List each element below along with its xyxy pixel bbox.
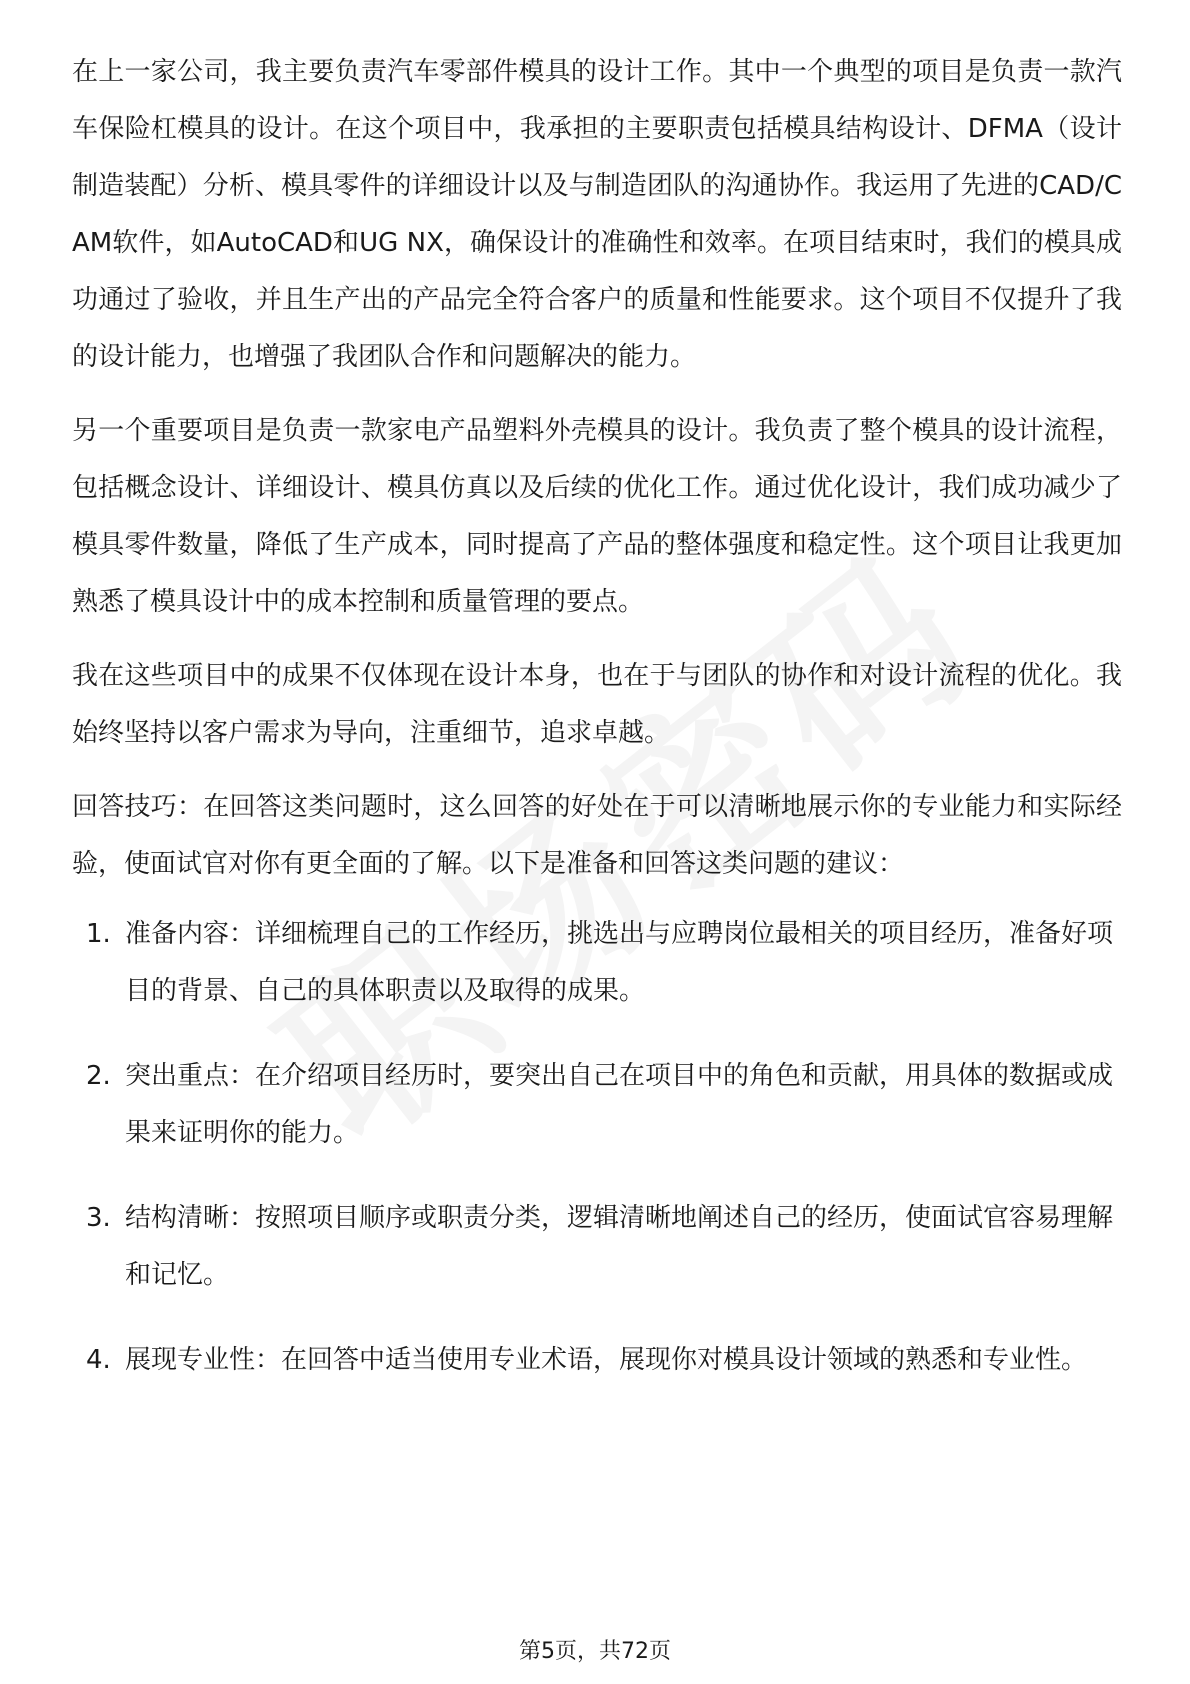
- paragraph-project-1: 在上一家公司，我主要负责汽车零部件模具的设计工作。其中一个典型的项目是负责一款汽车保险杠模具的设计。在这个项目中，我承担的主要职责包括模具结构设计、DFMA（设计制造装配）分析、模具零件的详细设计以及与制造团队的沟通协作。我运用了先进的CAD/CAM软件，如AutoCAD和UG NX，确保设计的准确性和效率。在项目结束时，我们的模具成功通过了验收，并且生产出的产品完全符合客户的质量和性能要求。这个项目不仅提升了我的设计能力，也增强了我团队合作和问题解决的能力。: [72, 57, 1122, 372]
- paragraph-answer-tips: 回答技巧：在回答这类问题时，这么回答的好处在于可以清晰地展示你的专业能力和实际经验，使面试官对你有更全面的了解。以下是准备和回答这类问题的建议：: [72, 792, 1122, 879]
- list-item: [72, 1190, 1122, 1304]
- list-item-text: 准备内容：详细梳理自己的工作经历，挑选出与应聘岗位最相关的项目经历，准备好项目的背景、自己的具体职责以及取得的成果。: [125, 919, 1114, 1006]
- list-item-text: 结构清晰：按照项目顺序或职责分类，逻辑清晰地阐述自己的经历，使面试官容易理解和记忆。: [125, 1203, 1114, 1290]
- list-item: [72, 906, 1122, 1020]
- list-item: [72, 1332, 1122, 1389]
- list-item-number: 2.: [86, 1061, 111, 1091]
- list-item-text: 突出重点：在介绍项目经历时，要突出自己在项目中的角色和贡献，用具体的数据或成果来证明你的能力。: [125, 1061, 1114, 1148]
- document-body: [72, 44, 1122, 1417]
- list-item-number: 4.: [86, 1345, 111, 1375]
- tips-list: [72, 906, 1122, 1389]
- list-item-text: 展现专业性：在回答中适当使用专业术语，展现你对模具设计领域的熟悉和专业性。: [125, 1345, 1088, 1375]
- paragraph-achievements: 我在这些项目中的成果不仅体现在设计本身，也在于与团队的协作和对设计流程的优化。我始终坚持以客户需求为导向，注重细节，追求卓越。: [72, 661, 1122, 748]
- list-item: [72, 1048, 1122, 1162]
- list-item-number: 3.: [86, 1203, 111, 1233]
- page-footer: 第5页，共72页: [519, 1639, 671, 1664]
- list-item-number: 1.: [86, 919, 111, 949]
- paragraph-project-2: 另一个重要项目是负责一款家电产品塑料外壳模具的设计。我负责了整个模具的设计流程，包括概念设计、详细设计、模具仿真以及后续的优化工作。通过优化设计，我们成功减少了模具零件数量，降低了生产成本，同时提高了产品的整体强度和稳定性。这个项目让我更加熟悉了模具设计中的成本控制和质量管理的要点。: [72, 416, 1122, 617]
